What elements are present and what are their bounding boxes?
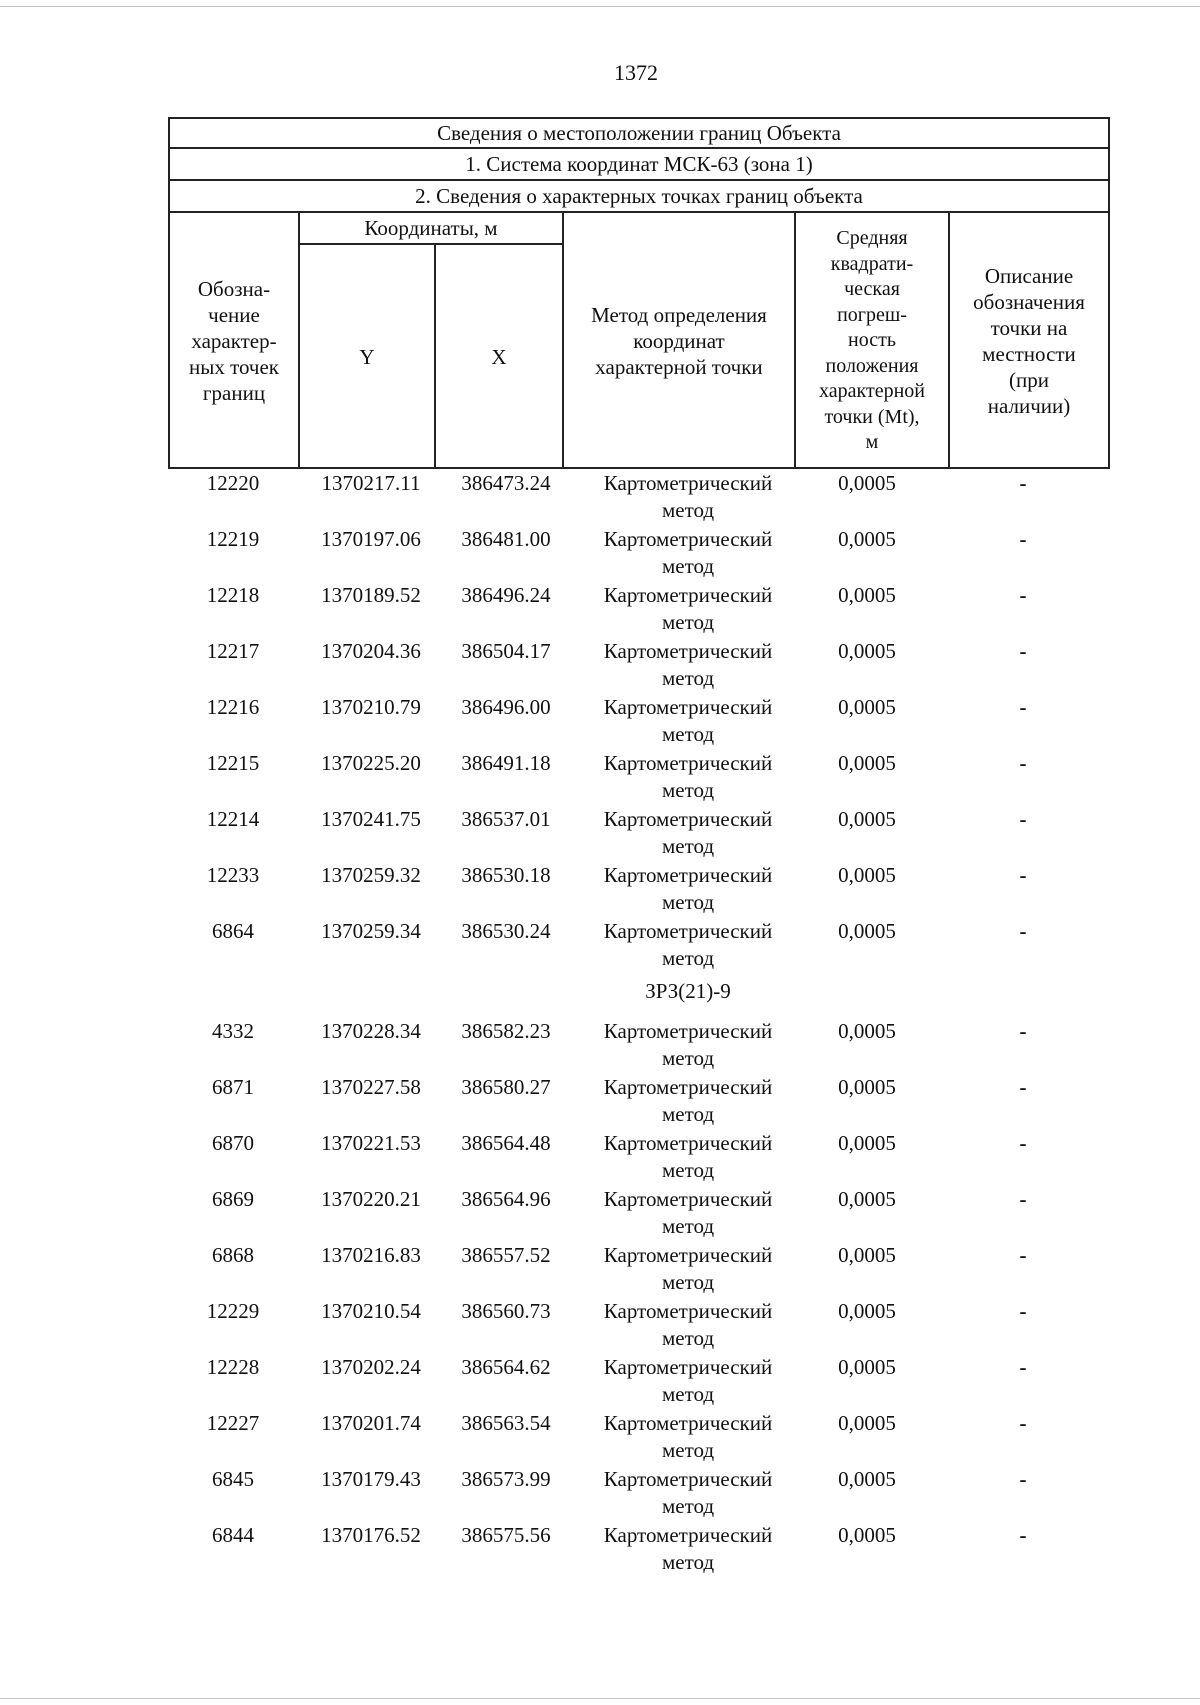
column-header-error: Средняя квадрати- ческая погреш- ность положения характерной точки (Mt), м — [819, 227, 925, 454]
coordinate-x: 386537.01 — [461, 807, 551, 831]
method-cell — [568, 1466, 808, 1520]
method-line-1: Картометрический — [603, 471, 773, 495]
zone-label: ЗРЗ(21)-9 — [645, 979, 731, 1003]
coordinate-y: 1370197.06 — [321, 527, 421, 551]
point-description: - — [1019, 1299, 1027, 1323]
method-cell — [568, 1018, 808, 1072]
method-cell — [568, 1242, 808, 1296]
point-id: 12214 — [206, 807, 260, 831]
method-line-2: метод — [661, 1214, 715, 1238]
method-line-1: Картометрический — [603, 583, 773, 607]
coordinate-y: 1370259.34 — [321, 919, 421, 943]
method-line-2: метод — [661, 1270, 715, 1294]
method-cell — [568, 582, 808, 636]
coordinate-x: 386496.00 — [461, 695, 551, 719]
method-cell — [568, 638, 808, 692]
coordinate-x: 386564.48 — [461, 1131, 551, 1155]
table-row — [168, 918, 1110, 974]
method-line-1: Картометрический — [603, 919, 773, 943]
point-id: 6868 — [212, 1243, 254, 1267]
method-cell — [568, 1074, 808, 1128]
table-row — [168, 750, 1110, 806]
method-line-1: Картометрический — [603, 1187, 773, 1211]
error-value: 0,0005 — [838, 1187, 896, 1211]
coordinate-y: 1370179.43 — [321, 1467, 421, 1491]
coordinate-x: 386496.24 — [461, 583, 551, 607]
table-body — [168, 470, 1110, 1578]
method-line-2: метод — [661, 498, 715, 522]
coordinate-y: 1370228.34 — [321, 1019, 421, 1043]
page-number: 1372 — [614, 60, 658, 85]
error-value: 0,0005 — [838, 1243, 896, 1267]
error-value: 0,0005 — [838, 471, 896, 495]
coordinate-x: 386563.54 — [461, 1411, 551, 1435]
method-line-2: метод — [661, 610, 715, 634]
coordinate-y: 1370176.52 — [321, 1523, 421, 1547]
point-id: 4332 — [212, 1019, 254, 1043]
table-row — [168, 1298, 1110, 1354]
method-line-1: Картометрический — [603, 527, 773, 551]
method-line-2: метод — [661, 554, 715, 578]
method-line-1: Картометрический — [603, 1075, 773, 1099]
coordinate-y: 1370216.83 — [321, 1243, 421, 1267]
scan-edge-bottom — [0, 1698, 1200, 1699]
coordinate-x: 386564.62 — [461, 1355, 551, 1379]
column-header-id: Обозна- чение характер- ных точек границ — [188, 277, 280, 405]
method-cell — [568, 1186, 808, 1240]
table-row — [168, 526, 1110, 582]
method-cell — [568, 862, 808, 916]
method-line-1: Картометрический — [603, 1131, 773, 1155]
coordinate-y: 1370210.54 — [321, 1299, 421, 1323]
method-line-2: метод — [661, 722, 715, 746]
error-value: 0,0005 — [838, 1299, 896, 1323]
coordinate-x: 386473.24 — [461, 471, 551, 495]
table-row — [168, 1186, 1110, 1242]
error-value: 0,0005 — [838, 527, 896, 551]
coordinate-x: 386530.18 — [461, 863, 551, 887]
coordinate-y: 1370217.11 — [321, 471, 421, 495]
coordinate-y: 1370227.58 — [321, 1075, 421, 1099]
method-line-2: метод — [661, 890, 715, 914]
coordinate-y: 1370220.21 — [321, 1187, 421, 1211]
method-line-2: метод — [661, 1438, 715, 1462]
table-row — [168, 1522, 1110, 1578]
point-description: - — [1019, 1243, 1027, 1267]
point-description: - — [1019, 1187, 1027, 1211]
point-id: 12217 — [206, 639, 260, 663]
coordinate-x: 386481.00 — [461, 527, 551, 551]
point-id: 12227 — [206, 1411, 260, 1435]
method-line-2: метод — [661, 1158, 715, 1182]
point-description: - — [1019, 863, 1027, 887]
method-cell — [568, 1354, 808, 1408]
point-id: 6844 — [212, 1523, 254, 1547]
point-id: 12228 — [206, 1355, 260, 1379]
method-line-1: Картометрический — [603, 1019, 773, 1043]
coordinate-y: 1370189.52 — [321, 583, 421, 607]
method-line-1: Картометрический — [603, 1523, 773, 1547]
method-cell — [568, 806, 808, 860]
point-description: - — [1019, 807, 1027, 831]
method-line-1: Картометрический — [603, 1299, 773, 1323]
coordinate-x: 386530.24 — [461, 919, 551, 943]
point-description: - — [1019, 695, 1027, 719]
coordinate-x: 386582.23 — [461, 1019, 551, 1043]
error-value: 0,0005 — [838, 751, 896, 775]
method-line-2: метод — [661, 1046, 715, 1070]
method-line-2: метод — [661, 778, 715, 802]
error-value: 0,0005 — [838, 1523, 896, 1547]
coordinate-x: 386575.56 — [461, 1523, 551, 1547]
error-value: 0,0005 — [838, 1411, 896, 1435]
method-line-1: Картометрический — [603, 1411, 773, 1435]
coordinate-x: 386504.17 — [461, 639, 551, 663]
divider — [168, 147, 1110, 149]
table-row — [168, 1018, 1110, 1074]
point-description: - — [1019, 919, 1027, 943]
table-row — [168, 862, 1110, 918]
table-row — [168, 694, 1110, 750]
coordinate-x: 386573.99 — [461, 1467, 551, 1491]
column-header-coords: Координаты, м — [364, 216, 498, 240]
table-row — [168, 1074, 1110, 1130]
method-line-2: метод — [661, 1102, 715, 1126]
table-row — [168, 1242, 1110, 1298]
table-row — [168, 1410, 1110, 1466]
column-header-method: Метод определения координат характерной точки — [591, 303, 767, 379]
point-description: - — [1019, 639, 1027, 663]
point-description: - — [1019, 471, 1027, 495]
zone-label-row — [168, 974, 1110, 1018]
point-id: 6869 — [212, 1187, 254, 1211]
coordinate-y: 1370241.75 — [321, 807, 421, 831]
coordinate-x: 386557.52 — [461, 1243, 551, 1267]
coordinate-y: 1370225.20 — [321, 751, 421, 775]
method-line-1: Картометрический — [603, 751, 773, 775]
point-id: 12219 — [206, 527, 260, 551]
method-line-2: метод — [661, 834, 715, 858]
method-line-1: Картометрический — [603, 1355, 773, 1379]
table-row — [168, 470, 1110, 526]
coordinate-y: 1370221.53 — [321, 1131, 421, 1155]
coordinate-y: 1370259.32 — [321, 863, 421, 887]
error-value: 0,0005 — [838, 919, 896, 943]
method-line-2: метод — [661, 1550, 715, 1574]
coordinate-x: 386560.73 — [461, 1299, 551, 1323]
method-line-1: Картометрический — [603, 695, 773, 719]
error-value: 0,0005 — [838, 1355, 896, 1379]
table-title: Сведения о местоположении границ Объекта — [437, 121, 841, 145]
method-line-2: метод — [661, 666, 715, 690]
table-row — [168, 806, 1110, 862]
error-value: 0,0005 — [838, 1075, 896, 1099]
point-description: - — [1019, 1467, 1027, 1491]
method-line-2: метод — [661, 1494, 715, 1518]
method-line-2: метод — [661, 1326, 715, 1350]
table-row — [168, 638, 1110, 694]
coordinate-system: 1. Система координат МСК-63 (зона 1) — [465, 152, 813, 176]
coordinate-x: 386491.18 — [461, 751, 551, 775]
method-cell — [568, 750, 808, 804]
method-cell — [568, 1298, 808, 1352]
error-value: 0,0005 — [838, 639, 896, 663]
point-description: - — [1019, 527, 1027, 551]
table-row — [168, 1130, 1110, 1186]
coordinate-y: 1370201.74 — [321, 1411, 421, 1435]
point-group-1 — [168, 470, 1110, 974]
point-id: 6870 — [212, 1131, 254, 1155]
column-header-x: X — [491, 345, 507, 369]
table-row — [168, 1466, 1110, 1522]
point-id: 12216 — [206, 695, 260, 719]
point-description: - — [1019, 1019, 1027, 1043]
method-cell — [568, 1130, 808, 1184]
error-value: 0,0005 — [838, 863, 896, 887]
coordinate-y: 1370204.36 — [321, 639, 421, 663]
point-description: - — [1019, 583, 1027, 607]
method-line-2: метод — [661, 946, 715, 970]
point-description: - — [1019, 1131, 1027, 1155]
method-cell — [568, 1410, 808, 1464]
table-row — [168, 582, 1110, 638]
method-line-1: Картометрический — [603, 1467, 773, 1491]
point-description: - — [1019, 751, 1027, 775]
table-row — [168, 1354, 1110, 1410]
method-cell — [568, 1522, 808, 1576]
method-line-1: Картометрический — [603, 1243, 773, 1267]
coordinate-y: 1370202.24 — [321, 1355, 421, 1379]
error-value: 0,0005 — [838, 807, 896, 831]
error-value: 0,0005 — [838, 1019, 896, 1043]
point-id: 12229 — [206, 1299, 260, 1323]
method-line-2: метод — [661, 1382, 715, 1406]
column-header-description: Описание обозначения точки на местности (при наличии) — [973, 264, 1085, 418]
method-cell — [568, 694, 808, 748]
point-description: - — [1019, 1411, 1027, 1435]
method-line-1: Картометрический — [603, 807, 773, 831]
error-value: 0,0005 — [838, 1467, 896, 1491]
point-id: 12233 — [206, 863, 260, 887]
method-line-1: Картометрический — [603, 639, 773, 663]
divider — [168, 179, 1110, 181]
point-id: 12218 — [206, 583, 260, 607]
point-id: 6845 — [212, 1467, 254, 1491]
point-group-2 — [168, 1018, 1110, 1578]
method-cell — [568, 470, 808, 524]
coordinate-y: 1370210.79 — [321, 695, 421, 719]
point-description: - — [1019, 1075, 1027, 1099]
point-description: - — [1019, 1523, 1027, 1547]
coordinate-x: 386580.27 — [461, 1075, 551, 1099]
error-value: 0,0005 — [838, 583, 896, 607]
method-cell — [568, 526, 808, 580]
coordinate-x: 386564.96 — [461, 1187, 551, 1211]
point-description: - — [1019, 1355, 1027, 1379]
point-id: 12220 — [206, 471, 260, 495]
error-value: 0,0005 — [838, 695, 896, 719]
section-title: 2. Сведения о характерных точках границ объекта — [415, 184, 863, 208]
method-cell — [568, 918, 808, 972]
point-id: 6864 — [212, 919, 254, 943]
scan-edge-top — [0, 6, 1200, 7]
column-header-y: Y — [359, 345, 375, 369]
point-id: 12215 — [206, 751, 260, 775]
point-id: 6871 — [212, 1075, 254, 1099]
error-value: 0,0005 — [838, 1131, 896, 1155]
method-line-1: Картометрический — [603, 863, 773, 887]
